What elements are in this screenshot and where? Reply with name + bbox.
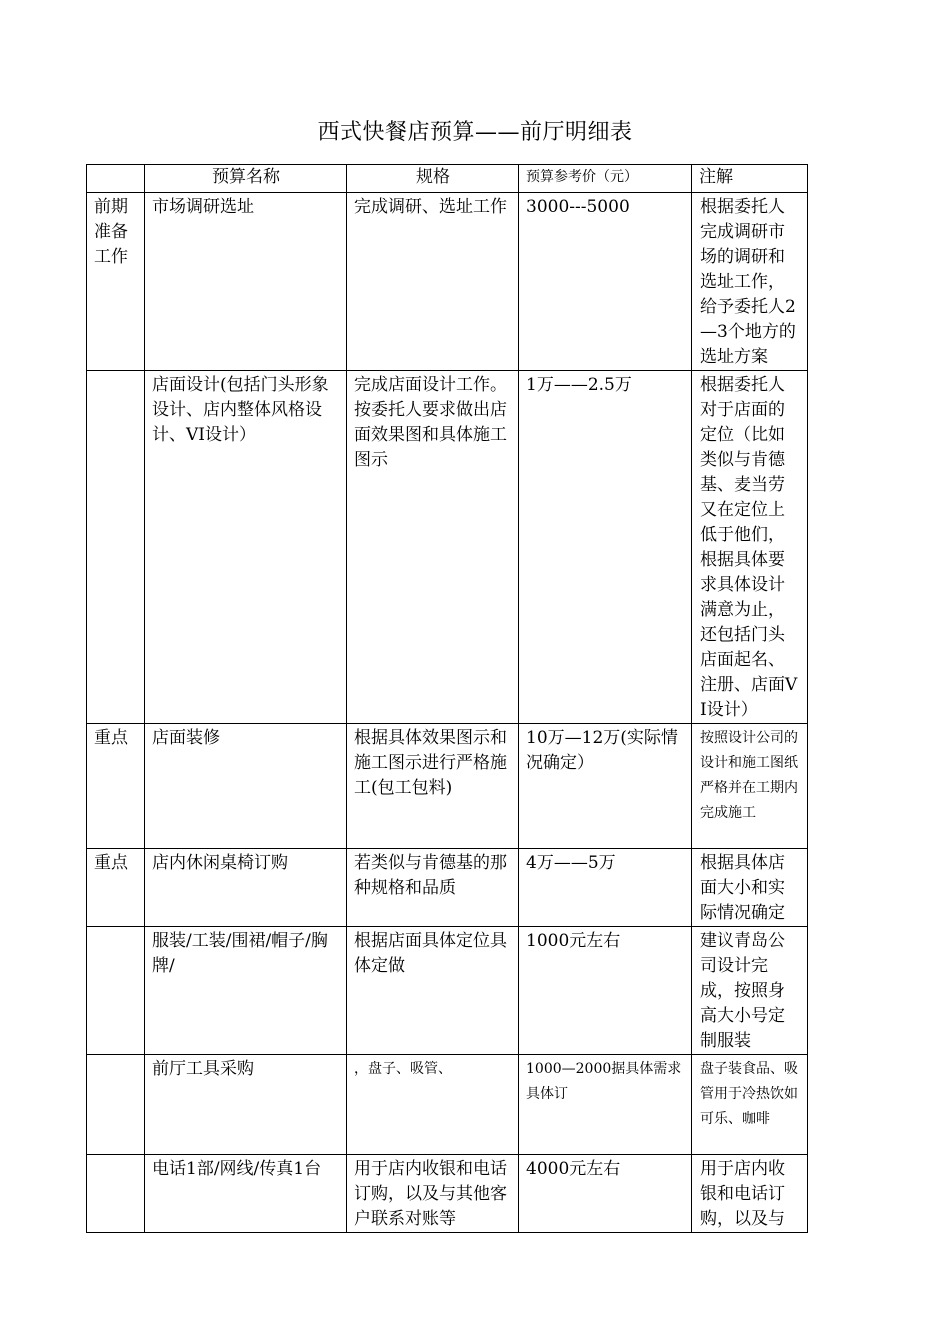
row-category: 重点 [87,724,145,849]
row-name: 电话1部/网线/传真1台 [145,1155,347,1233]
row-name: 店内休闲桌椅订购 [145,849,347,927]
row-category: 重点 [87,849,145,927]
row-note: 建议青岛公司设计完成，按照身高大小号定制服装 [692,927,808,1055]
table-row [87,1055,808,1155]
budget-table [86,164,808,1233]
row-price: 4000元左右 [519,1155,692,1233]
row-category [87,927,145,1055]
table-row [87,849,808,927]
row-spec: 完成店面设计工作。按委托人要求做出店面效果图和具体施工图示 [347,371,519,724]
row-spec: 完成调研、选址工作 [347,193,519,371]
row-spec: 若类似与肯德基的那种规格和品质 [347,849,519,927]
header-price: 预算参考价（元） [519,165,692,193]
row-category [87,1155,145,1233]
row-spec: 用于店内收银和电话订购，以及与其他客户联系对账等 [347,1155,519,1233]
row-spec: 根据具体效果图示和施工图示进行严格施工(包工包料) [347,724,519,849]
row-note: 盘子装食品、吸管用于冷热饮如可乐、咖啡 [692,1055,808,1155]
table-row [87,193,808,371]
row-price: 4万——5万 [519,849,692,927]
table-row [87,724,808,849]
row-note: 根据委托人对于店面的定位（比如类似与肯德基、麦当劳又在定位上低于他们，根据具体要求具体设计满意为止，还包括门头店面起名、注册、店面VI设计） [692,371,808,724]
header-name: 预算名称 [145,165,347,193]
row-note: 根据委托人完成调研市场的调研和选址工作，给予委托人2—3个地方的选址方案 [692,193,808,371]
row-name: 店面设计(包括门头形象设计、店内整体风格设计、VI设计） [145,371,347,724]
row-category [87,1055,145,1155]
page-title: 西式快餐店预算——前厅明细表 [317,120,633,145]
row-name: 前厅工具采购 [145,1055,347,1155]
row-spec: ，盘子、吸管、 [347,1055,519,1155]
row-note: 根据具体店面大小和实际情况确定 [692,849,808,927]
header-category [87,165,145,193]
header-spec: 规格 [347,165,519,193]
row-category: 前期准备工作 [87,193,145,371]
table-header-row [87,165,808,193]
table-row [87,371,808,724]
row-category [87,371,145,724]
row-price: 3000---5000 [519,193,692,371]
row-note: 按照设计公司的设计和施工图纸严格并在工期内完成施工 [692,724,808,849]
row-name: 市场调研选址 [145,193,347,371]
table-row [87,927,808,1055]
table-row [87,1155,808,1233]
row-price: 10万—12万(实际情况确定） [519,724,692,849]
header-note: 注解 [692,165,808,193]
row-name: 服装/工装/围裙/帽子/胸牌/ [145,927,347,1055]
row-note: 用于店内收银和电话订购，以及与 [692,1155,808,1233]
row-name: 店面装修 [145,724,347,849]
row-price: 1000元左右 [519,927,692,1055]
row-price: 1万——2.5万 [519,371,692,724]
row-spec: 根据店面具体定位具体定做 [347,927,519,1055]
row-price: 1000—2000据具体需求具体订 [519,1055,692,1155]
